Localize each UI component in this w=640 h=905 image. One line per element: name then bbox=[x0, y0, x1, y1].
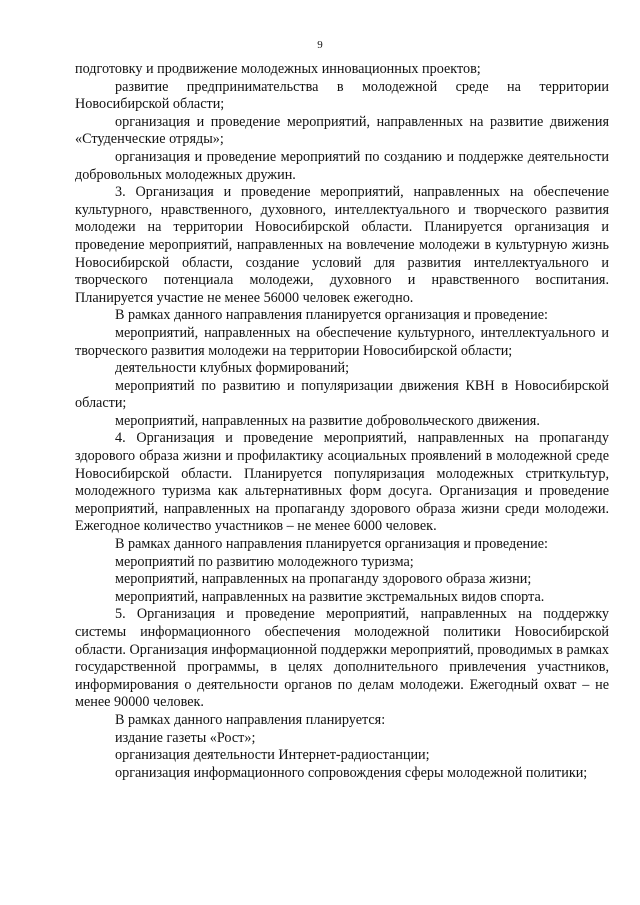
paragraph: деятельности клубных формирований; bbox=[115, 360, 350, 377]
paragraph: 4. Организация и проведение мероприятий, направленных на пропаганду здорового образа жизни и профилактику асоциальных проявлений в молодежной среде Новосибирской области. Планируется популяризация молодежных стриткультур, молодежного туризма как альтернативных форм досуга. Организация и проведение мероприятий, направленных на пропаганду здорового образа жизни среди молодежи. Ежегодное количество участников – не менее 6000 человек. bbox=[75, 430, 609, 535]
paragraph: развитие предпринимательства в молодежной среде на территории Новосибирской области; bbox=[75, 78, 609, 113]
paragraph: мероприятий, направленных на развитие добровольческого движения. bbox=[115, 412, 540, 429]
paragraph: организация информационного сопровождения сферы молодежной политики; bbox=[115, 764, 588, 781]
paragraph: 3. Организация и проведение мероприятий, направленных на обеспечение культурного, нравственного, духовного, интеллектуального и творческого развития молодежи на территории Новосибирской области. Планируется организация и проведение мероприятий, направленных на вовлечение молодежи в культурную жизнь Новосибирской области, создание условий для развития интеллектуального и творческого потенциала молодежи, духовного и нравственного воспитания. Планируется участие не менее 56000 человек ежегодно. bbox=[75, 184, 609, 306]
paragraph: мероприятий, направленных на обеспечение культурного, интеллектуального и творческого развития молодежи на территории Новосибирской области; bbox=[75, 324, 609, 359]
paragraph: В рамках данного направления планируется: bbox=[115, 711, 386, 728]
paragraph: мероприятий, направленных на развитие экстремальных видов спорта. bbox=[115, 588, 545, 605]
paragraph: мероприятий, направленных на пропаганду здорового образа жизни; bbox=[115, 571, 532, 588]
paragraph: организация и проведение мероприятий, направленных на развитие движения «Студенческие отряды»; bbox=[75, 113, 609, 148]
paragraph: организация деятельности Интернет-радиостанции; bbox=[115, 747, 430, 764]
paragraph: подготовку и продвижение молодежных инновационных проектов; bbox=[75, 61, 481, 77]
paragraph: мероприятий по развитию молодежного туризма; bbox=[115, 553, 414, 570]
paragraph: 5. Организация и проведение мероприятий, направленных на поддержку системы информационного обеспечения молодежной политики Новосибирской области. Организация информационной поддержки мероприятий, проводимых в рамках государственной программы, в целях дополнительного привлечения участников, информирования о деятельности органов по делам молодежи. Ежегодный охват – не менее 90000 человек. bbox=[75, 606, 609, 711]
paragraph: В рамках данного направления планируется организация и проведение: bbox=[115, 536, 548, 553]
paragraph: мероприятий по развитию и популяризации движения КВН в Новосибирской области; bbox=[75, 377, 609, 412]
paragraph: издание газеты «Рост»; bbox=[115, 729, 256, 746]
page-number: 9 bbox=[317, 39, 323, 51]
paragraph: В рамках данного направления планируется организация и проведение: bbox=[115, 307, 548, 324]
paragraph: организация и проведение мероприятий по созданию и поддержке деятельности добровольных молодежных дружин. bbox=[75, 148, 609, 183]
body-text bbox=[75, 61, 609, 782]
